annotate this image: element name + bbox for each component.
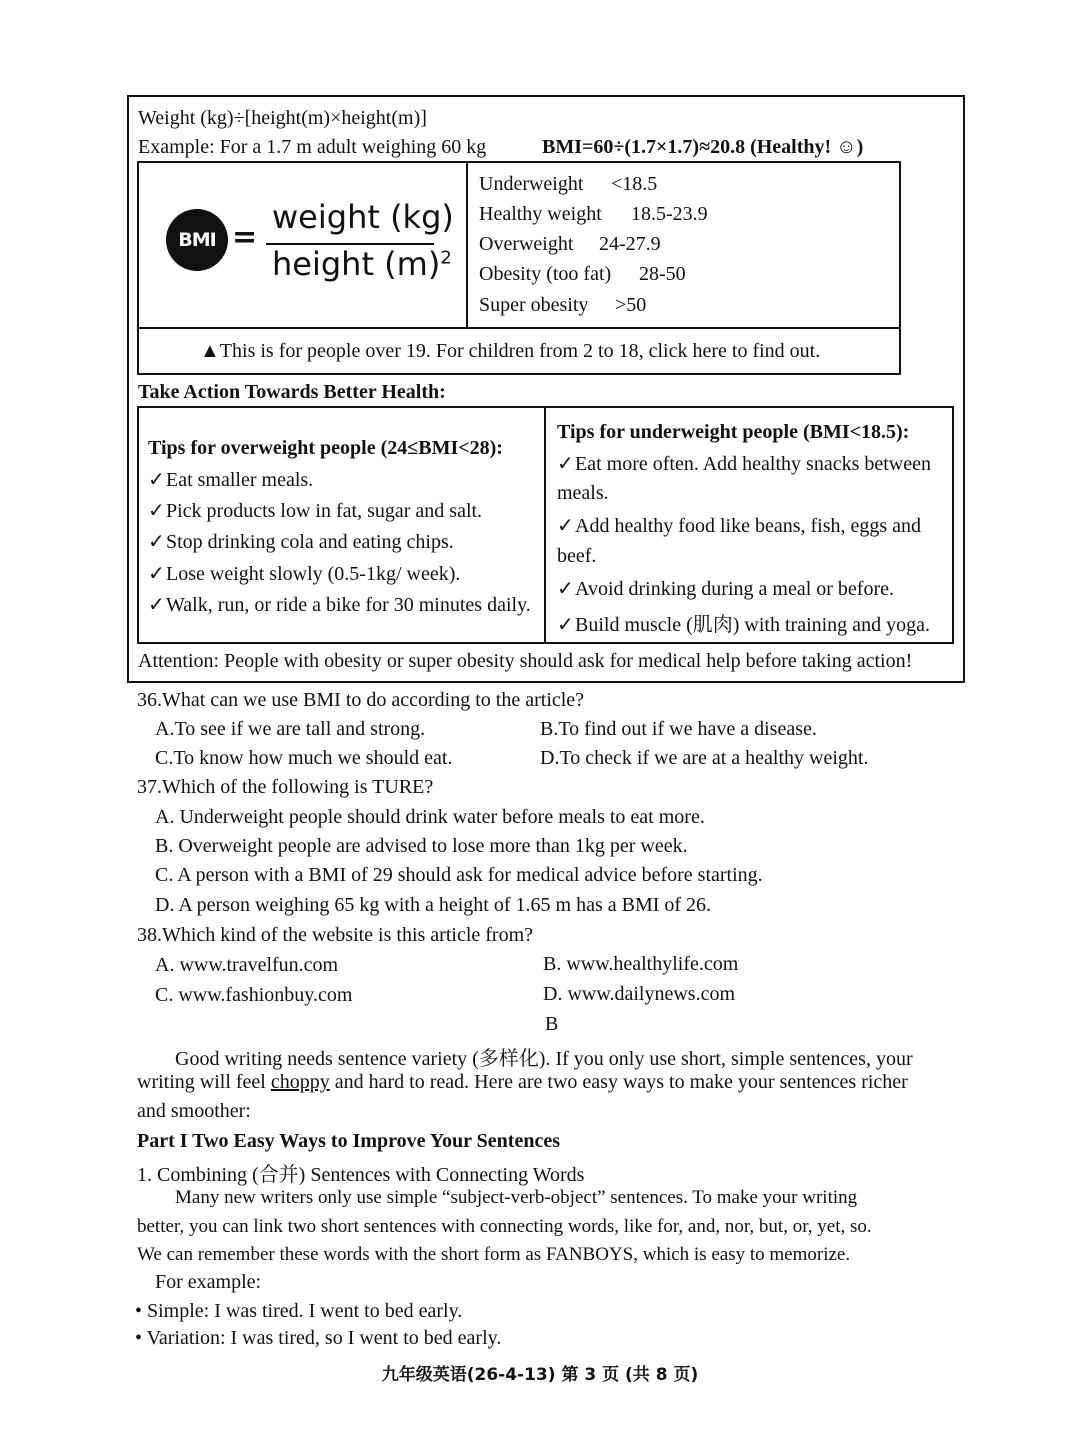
category-row: [479, 294, 646, 317]
overweight-tip: [148, 592, 531, 617]
attention-note: Attention: People with obesity or super obesity should ask for medical help before taking action!: [138, 650, 913, 672]
category-range: 18.5-23.9: [631, 203, 708, 225]
category-label: Super obesity: [479, 294, 589, 316]
category-row: [479, 203, 708, 226]
question-37-stem: 37.Which of the following is TURE?: [137, 776, 434, 798]
category-label: Overweight: [479, 233, 574, 255]
question-38-stem: 38.Which kind of the website is this article from?: [137, 924, 534, 946]
question-37-option-c: C. A person with a BMI of 29 should ask for medical advice before starting.: [155, 864, 763, 886]
formula-numerator: weight (kg): [272, 198, 454, 236]
tip-text: Eat smaller meals.: [166, 469, 314, 491]
underweight-tip: [557, 608, 930, 637]
overweight-tips-title: Tips for overweight people (24≤BMI<28):: [148, 437, 503, 459]
tip-text: Stop drinking cola and eating chips.: [166, 531, 454, 553]
tips-table-divider: [544, 406, 546, 644]
underweight-tip: [557, 451, 931, 476]
check-icon: ✓: [557, 453, 574, 475]
tip-text: Eat more often. Add healthy snacks between: [575, 453, 931, 475]
age-note: ▲This is for people over 19. For children from 2 to 18, click here to find out.: [200, 340, 821, 362]
passage-line: Good writing needs sentence variety (多样化). If you only use short, simple sentences, your: [175, 1048, 913, 1070]
question-37-option-b: B. Overweight people are advised to lose more than 1kg per week.: [155, 835, 688, 857]
category-row: [479, 173, 657, 196]
check-icon: ✓: [557, 578, 574, 600]
question-38-option-a: A. www.travelfun.com: [155, 954, 339, 976]
tip-text: Add healthy food like beans, fish, eggs and: [575, 515, 922, 537]
category-range: <18.5: [611, 173, 658, 195]
check-icon: ✓: [148, 469, 165, 491]
check-icon: ✓: [557, 614, 574, 636]
overweight-tip: [148, 467, 313, 492]
underweight-tip-cont: beef.: [557, 545, 597, 567]
action-heading: Take Action Towards Better Health:: [138, 381, 446, 403]
tip-text: Walk, run, or ride a bike for 30 minutes daily.: [166, 594, 531, 616]
category-range: 28-50: [639, 263, 686, 285]
example-simple: • Simple: I was tired. I went to bed early.: [135, 1300, 463, 1322]
underweight-tip-cont: meals.: [557, 482, 609, 504]
equals-sign: =: [232, 220, 258, 255]
underweight-tip: [557, 576, 894, 601]
example-left: Example: For a 1.7 m adult weighing 60 kg: [138, 136, 487, 158]
overweight-tip: [148, 529, 454, 554]
category-label: Underweight: [479, 173, 584, 195]
question-38-option-c: C. www.fashionbuy.com: [155, 984, 353, 1006]
overweight-tip: [148, 561, 460, 586]
overweight-tip: [148, 498, 482, 523]
category-row: [479, 263, 686, 286]
check-icon: ✓: [557, 515, 574, 537]
question-36-option-c: C.To know how much we should eat.: [155, 747, 453, 769]
passage-line: Many new writers only use simple “subject-verb-object” sentences. To make your writing: [175, 1187, 858, 1208]
exponent: 2: [440, 247, 452, 269]
check-icon: ✓: [148, 500, 165, 522]
check-icon: ✓: [148, 563, 165, 585]
underweight-tips-title: Tips for underweight people (BMI<18.5):: [557, 421, 910, 443]
underlined-word: choppy: [270, 1071, 330, 1093]
check-icon: ✓: [148, 594, 165, 616]
underweight-tip: [557, 513, 921, 538]
question-36-option-a: A.To see if we are tall and strong.: [155, 718, 426, 740]
tip-text: Pick products low in fat, sugar and salt.: [166, 500, 483, 522]
question-36-stem: 36.What can we use BMI to do according to the article?: [137, 689, 585, 711]
passage-text: and hard to read. Here are two easy ways to make your sentences richer: [329, 1071, 908, 1093]
passage-line: better, you can link two short sentences with connecting words, like for, and, nor, but, or, yet, so.: [137, 1216, 872, 1237]
question-36-option-d: D.To check if we are at a healthy weight.: [540, 747, 869, 769]
section-label-b: B: [545, 1013, 559, 1035]
formula-denominator: [272, 245, 452, 283]
example-right: BMI=60÷(1.7×1.7)≈20.8 (Healthy! ☺): [542, 136, 864, 158]
category-row: [479, 233, 661, 256]
denominator-text: height (m): [272, 245, 441, 283]
question-37-option-a: A. Underweight people should drink water before meals to eat more.: [155, 806, 705, 828]
part-heading: Part I Two Easy Ways to Improve Your Sentences: [137, 1130, 560, 1152]
bmi-logo: [166, 209, 228, 271]
question-38-option-d: D. www.dailynews.com: [543, 983, 736, 1005]
tip-text: Avoid drinking during a meal or before.: [575, 578, 894, 600]
question-36-option-b: B.To find out if we have a disease.: [540, 718, 817, 740]
example-label: For example:: [155, 1271, 262, 1293]
example-variation: • Variation: I was tired, so I went to bed early.: [135, 1327, 502, 1349]
category-range: 24-27.9: [599, 233, 661, 255]
passage-line: [137, 1071, 908, 1094]
passage-line: We can remember these words with the short form as FANBOYS, which is easy to memorize.: [137, 1244, 851, 1265]
formula-line: Weight (kg)÷[height(m)×height(m)]: [138, 107, 427, 129]
question-37-option-d: D. A person weighing 65 kg with a height of 1.65 m has a BMI of 26.: [155, 894, 712, 916]
category-label: Healthy weight: [479, 203, 602, 225]
tip-text: Build muscle (肌肉) with training and yoga.: [575, 614, 930, 636]
page-footer: 九年级英语(26-4-13) 第 3 页 (共 8 页): [381, 1365, 699, 1385]
category-range: >50: [615, 294, 647, 316]
sub-heading: 1. Combining (合并) Sentences with Connecting Words: [137, 1164, 585, 1186]
check-icon: ✓: [148, 531, 165, 553]
category-label: Obesity (too fat): [479, 263, 612, 285]
question-38-option-b: B. www.healthylife.com: [543, 953, 739, 975]
bmi-table-divider: [466, 161, 468, 329]
passage-line: and smoother:: [137, 1100, 251, 1122]
tip-text: Lose weight slowly (0.5-1kg/ week).: [166, 563, 461, 585]
bmi-logo-text: BMI: [178, 229, 216, 251]
passage-text: writing will feel: [137, 1071, 271, 1093]
